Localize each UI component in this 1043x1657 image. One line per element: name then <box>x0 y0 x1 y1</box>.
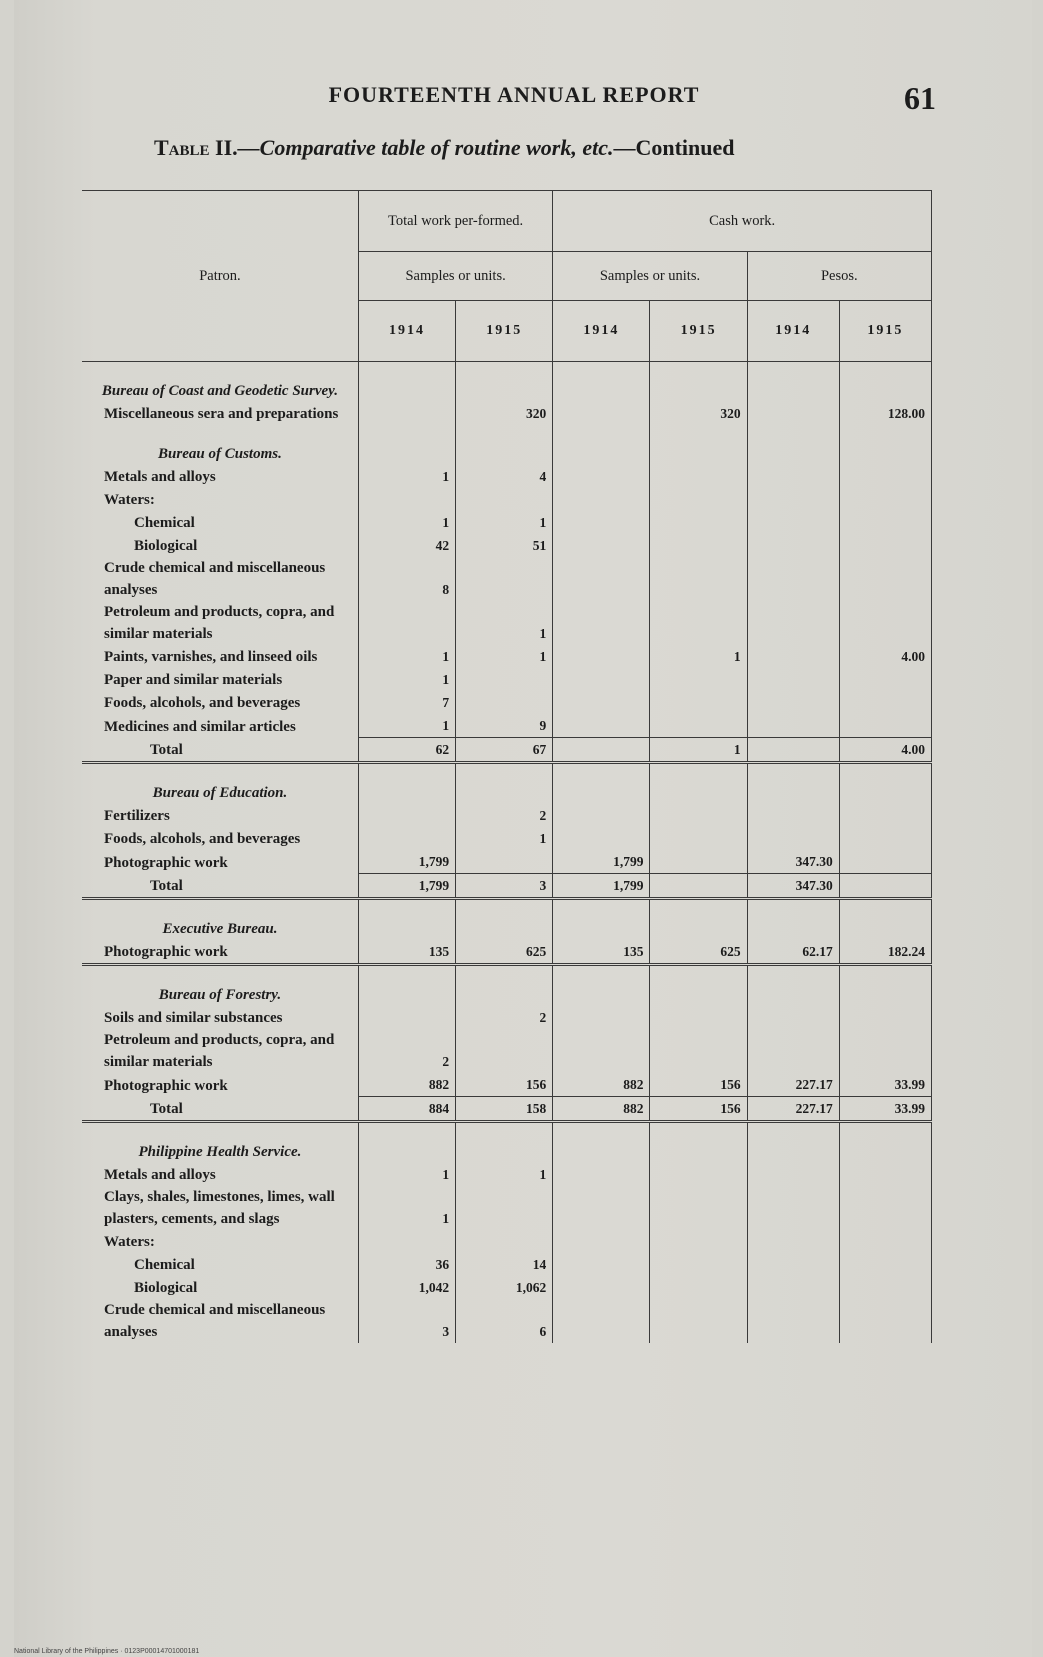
table-cell: 1 <box>650 738 747 763</box>
table-cell: 33.99 <box>839 1097 931 1122</box>
table-cell <box>553 362 650 403</box>
table-cell <box>358 804 455 827</box>
table-cell: 33.99 <box>839 1073 931 1097</box>
table-cell: 2 <box>456 804 553 827</box>
page-number: 61 <box>904 80 936 116</box>
table-cell <box>553 899 650 941</box>
table-row <box>82 1163 932 1186</box>
table-cell <box>839 362 931 403</box>
table-cell <box>650 714 747 738</box>
table-cell <box>747 362 839 403</box>
section-heading: Bureau of Forestry. <box>82 965 358 1007</box>
table-cell <box>650 850 747 874</box>
table-cell <box>650 827 747 850</box>
table-cell: 3 <box>358 1299 455 1343</box>
table-cell <box>747 511 839 534</box>
table-row <box>82 1073 932 1097</box>
table-cell <box>358 827 455 850</box>
table-cell: 135 <box>358 940 455 965</box>
row-label: Photographic work <box>82 940 358 965</box>
table-cell <box>456 668 553 691</box>
table-cell <box>358 1006 455 1029</box>
table-cell <box>650 425 747 465</box>
table-cell <box>456 1230 553 1253</box>
table-cell: 4.00 <box>839 738 931 763</box>
table-cell: 156 <box>650 1073 747 1097</box>
table-cell <box>358 362 455 403</box>
table-cell <box>553 402 650 425</box>
table-cell <box>839 850 931 874</box>
section-heading: Bureau of Customs. <box>82 425 358 465</box>
section-row <box>82 763 932 805</box>
table-cell <box>553 465 650 488</box>
table-cell <box>650 763 747 805</box>
table-cell <box>747 738 839 763</box>
table-row <box>82 1029 932 1073</box>
year-header: 1914 <box>747 301 839 362</box>
table-cell: 347.30 <box>747 874 839 899</box>
table-cell <box>839 557 931 601</box>
table-cell <box>456 850 553 874</box>
row-label: Crude chemical and miscellaneous analyses <box>82 1299 358 1343</box>
table-cell: 51 <box>456 534 553 557</box>
section-row <box>82 425 932 465</box>
table-cell <box>747 714 839 738</box>
table-cell <box>553 601 650 645</box>
table-cell <box>747 1230 839 1253</box>
row-label: Metals and alloys <box>82 465 358 488</box>
header-pesos: Pesos. <box>747 252 931 301</box>
table-cell <box>839 511 931 534</box>
table-cell <box>839 668 931 691</box>
table-cell <box>839 1029 931 1073</box>
table-cell: 1 <box>358 1186 455 1230</box>
section-row <box>82 362 932 403</box>
table-cell <box>553 1276 650 1299</box>
table-cell <box>553 1253 650 1276</box>
table-cell: 14 <box>456 1253 553 1276</box>
table-title-label: Table II. <box>154 135 238 160</box>
table-cell <box>553 425 650 465</box>
table-row <box>82 668 932 691</box>
table-cell <box>839 1122 931 1164</box>
table-cell <box>747 827 839 850</box>
table-cell: 6 <box>456 1299 553 1343</box>
table-cell <box>839 1276 931 1299</box>
table-cell <box>650 601 747 645</box>
table-cell: 1,042 <box>358 1276 455 1299</box>
table-cell <box>553 1299 650 1343</box>
table-cell: 62 <box>358 738 455 763</box>
table-cell <box>747 601 839 645</box>
row-label: Medicines and similar articles <box>82 714 358 738</box>
table-cell <box>650 804 747 827</box>
table-cell <box>650 691 747 714</box>
table-cell: 7 <box>358 691 455 714</box>
year-header: 1915 <box>839 301 931 362</box>
year-header: 1914 <box>358 301 455 362</box>
table-cell <box>839 465 931 488</box>
table-row <box>82 714 932 738</box>
table-cell: 882 <box>553 1097 650 1122</box>
table-cell: 4 <box>456 465 553 488</box>
table-cell <box>650 965 747 1007</box>
table-cell <box>553 804 650 827</box>
table-cell <box>456 691 553 714</box>
table-cell <box>650 557 747 601</box>
table-cell <box>456 1186 553 1230</box>
table-cell: 4.00 <box>839 645 931 668</box>
table-row <box>82 645 932 668</box>
table-cell: 1 <box>456 511 553 534</box>
table-cell <box>553 534 650 557</box>
row-label: Soils and similar substances <box>82 1006 358 1029</box>
table-cell <box>747 1006 839 1029</box>
table-cell: 320 <box>650 402 747 425</box>
table-cell <box>650 1163 747 1186</box>
table-cell <box>358 965 455 1007</box>
row-label: Biological <box>82 1276 358 1299</box>
year-header: 1914 <box>553 301 650 362</box>
table-cell <box>553 1163 650 1186</box>
table-cell: 2 <box>456 1006 553 1029</box>
table-cell <box>747 965 839 1007</box>
table-body <box>82 362 932 1344</box>
table-cell <box>650 874 747 899</box>
table-cell <box>839 425 931 465</box>
section-heading: Bureau of Education. <box>82 763 358 805</box>
table-cell <box>747 1163 839 1186</box>
section-heading: Bureau of Coast and Geodetic Survey. <box>82 362 358 403</box>
table-cell <box>839 1299 931 1343</box>
table-title-suffix: —Continued <box>613 135 735 160</box>
table-cell <box>650 1029 747 1073</box>
table-row <box>82 850 932 874</box>
table-cell <box>553 557 650 601</box>
table-cell <box>839 1006 931 1029</box>
table-cell <box>839 601 931 645</box>
table-cell <box>747 1253 839 1276</box>
table-cell <box>553 763 650 805</box>
table-cell <box>650 465 747 488</box>
document-page <box>14 0 1032 1657</box>
table-cell <box>456 763 553 805</box>
table-cell <box>456 425 553 465</box>
header-cash-samples-units: Samples or units. <box>553 252 747 301</box>
row-label: Paper and similar materials <box>82 668 358 691</box>
table-cell: 347.30 <box>747 850 839 874</box>
table-row <box>82 1276 932 1299</box>
table-cell <box>553 1230 650 1253</box>
table-cell: 67 <box>456 738 553 763</box>
table-cell: 227.17 <box>747 1073 839 1097</box>
table-cell <box>553 1122 650 1164</box>
table-cell <box>839 714 931 738</box>
table-cell <box>650 511 747 534</box>
table-cell <box>839 691 931 714</box>
table-cell <box>650 1230 747 1253</box>
table-row <box>82 804 932 827</box>
table-cell <box>747 534 839 557</box>
table-cell: 1 <box>358 645 455 668</box>
table-cell <box>456 488 553 511</box>
table-cell: 227.17 <box>747 1097 839 1122</box>
table-cell <box>650 362 747 403</box>
table-cell: 1,062 <box>456 1276 553 1299</box>
table-cell <box>650 1253 747 1276</box>
table-cell: 8 <box>358 557 455 601</box>
table-cell <box>456 1122 553 1164</box>
row-label: Biological <box>82 534 358 557</box>
table-cell <box>747 488 839 511</box>
table-cell: 1,799 <box>553 850 650 874</box>
table-row <box>82 1006 932 1029</box>
row-label: Chemical <box>82 511 358 534</box>
section-heading: Philippine Health Service. <box>82 1122 358 1164</box>
table-cell <box>839 1186 931 1230</box>
table-cell <box>650 1186 747 1230</box>
table-cell <box>553 488 650 511</box>
table-cell <box>358 601 455 645</box>
table-cell <box>839 1230 931 1253</box>
year-header: 1915 <box>456 301 553 362</box>
row-label: Petroleum and products, copra, and similar materials <box>82 601 358 645</box>
header-cash-work: Cash work. <box>553 191 932 252</box>
table-cell <box>456 899 553 941</box>
table-title-italic: —Comparative table of routine work, etc. <box>237 135 614 160</box>
table-cell <box>650 668 747 691</box>
table-cell: 1 <box>456 601 553 645</box>
section-row <box>82 1122 932 1164</box>
table-cell <box>553 691 650 714</box>
table-cell <box>650 1122 747 1164</box>
table-cell <box>747 763 839 805</box>
table-cell <box>553 965 650 1007</box>
table-cell: 158 <box>456 1097 553 1122</box>
table-cell <box>747 1299 839 1343</box>
row-label: Photographic work <box>82 850 358 874</box>
row-label: Fertilizers <box>82 804 358 827</box>
table-cell <box>650 534 747 557</box>
table-cell: 1 <box>358 668 455 691</box>
table-cell <box>553 1006 650 1029</box>
row-label: Paints, varnishes, and linseed oils <box>82 645 358 668</box>
table-cell <box>839 1253 931 1276</box>
table-row <box>82 402 932 425</box>
row-label: Petroleum and products, copra, and similar materials <box>82 1029 358 1073</box>
header-samples-units: Samples or units. <box>358 252 552 301</box>
table-cell: 1 <box>456 827 553 850</box>
table-cell <box>747 899 839 941</box>
table-cell <box>650 899 747 941</box>
table-cell <box>553 511 650 534</box>
table-row <box>82 1253 932 1276</box>
table-row <box>82 465 932 488</box>
table-cell <box>456 557 553 601</box>
table-cell: 1 <box>358 714 455 738</box>
table-cell <box>650 1276 747 1299</box>
table-cell <box>747 1029 839 1073</box>
total-row <box>82 738 932 763</box>
table-cell <box>839 488 931 511</box>
table-cell: 625 <box>456 940 553 965</box>
row-label: Clays, shales, limestones, limes, wall plasters, cements, and slags <box>82 1186 358 1230</box>
table-cell <box>358 763 455 805</box>
table-row <box>82 1299 932 1343</box>
table-cell: 9 <box>456 714 553 738</box>
row-label: Miscellaneous sera and preparations <box>82 402 358 425</box>
row-label: Total <box>82 738 358 763</box>
section-row <box>82 899 932 941</box>
table-row <box>82 1230 932 1253</box>
table-row <box>82 557 932 601</box>
table-cell: 42 <box>358 534 455 557</box>
table-cell: 1 <box>358 1163 455 1186</box>
table-cell <box>358 488 455 511</box>
row-label: Chemical <box>82 1253 358 1276</box>
table-cell: 884 <box>358 1097 455 1122</box>
table-title <box>154 135 735 161</box>
table-row <box>82 1186 932 1230</box>
table-cell: 625 <box>650 940 747 965</box>
table-cell <box>839 763 931 805</box>
table-cell <box>839 534 931 557</box>
table-cell <box>553 668 650 691</box>
table-row <box>82 940 932 965</box>
table-cell: 1 <box>456 645 553 668</box>
table-cell <box>839 965 931 1007</box>
table-cell: 2 <box>358 1029 455 1073</box>
table-cell <box>747 465 839 488</box>
table-cell: 1 <box>650 645 747 668</box>
row-label: Total <box>82 874 358 899</box>
table-cell <box>747 645 839 668</box>
table-cell: 3 <box>456 874 553 899</box>
table-cell: 1 <box>456 1163 553 1186</box>
table-cell: 1,799 <box>358 850 455 874</box>
table-cell: 1 <box>358 465 455 488</box>
row-label: Waters: <box>82 488 358 511</box>
section-heading: Executive Bureau. <box>82 899 358 941</box>
table-cell <box>358 1230 455 1253</box>
table-cell <box>358 1122 455 1164</box>
table-cell <box>747 402 839 425</box>
routine-work-table <box>82 190 932 1343</box>
table-cell <box>650 1299 747 1343</box>
row-label: Crude chemical and miscellaneous analyses <box>82 557 358 601</box>
table-cell: 62.17 <box>747 940 839 965</box>
table-cell <box>747 425 839 465</box>
table-cell <box>456 1029 553 1073</box>
table-cell <box>553 645 650 668</box>
table-cell <box>747 668 839 691</box>
table-cell <box>456 362 553 403</box>
table-cell: 156 <box>456 1073 553 1097</box>
row-label: Metals and alloys <box>82 1163 358 1186</box>
table-cell <box>456 965 553 1007</box>
table-cell <box>358 899 455 941</box>
header-total-work: Total work per-formed. <box>358 191 552 252</box>
table-row <box>82 488 932 511</box>
table-row <box>82 827 932 850</box>
row-label: Waters: <box>82 1230 358 1253</box>
table-cell <box>839 899 931 941</box>
table-cell <box>839 804 931 827</box>
table-cell <box>747 1276 839 1299</box>
table-row <box>82 511 932 534</box>
header-patron: Patron. <box>82 191 358 362</box>
section-row <box>82 965 932 1007</box>
table-cell <box>747 1122 839 1164</box>
table-cell: 156 <box>650 1097 747 1122</box>
table-cell: 182.24 <box>839 940 931 965</box>
total-row <box>82 1097 932 1122</box>
scan-footer: National Library of the Philippines · 0123P00014701000181 <box>14 1648 200 1655</box>
table-cell <box>747 1186 839 1230</box>
table-row <box>82 601 932 645</box>
table-cell: 1,799 <box>553 874 650 899</box>
table-cell: 320 <box>456 402 553 425</box>
table-cell <box>747 691 839 714</box>
table-cell <box>839 874 931 899</box>
table-cell: 1 <box>358 511 455 534</box>
table-cell <box>747 557 839 601</box>
table-cell <box>553 1029 650 1073</box>
row-label: Photographic work <box>82 1073 358 1097</box>
table-cell <box>553 714 650 738</box>
row-label: Foods, alcohols, and beverages <box>82 827 358 850</box>
table-cell: 1,799 <box>358 874 455 899</box>
table-cell <box>553 738 650 763</box>
table-row <box>82 691 932 714</box>
running-head: FOURTEENTH ANNUAL REPORT <box>328 82 700 107</box>
table-cell: 882 <box>358 1073 455 1097</box>
table-cell: 135 <box>553 940 650 965</box>
table-cell <box>839 1163 931 1186</box>
year-header: 1915 <box>650 301 747 362</box>
table-row <box>82 534 932 557</box>
table-cell <box>650 1006 747 1029</box>
table-cell <box>839 827 931 850</box>
table-cell: 128.00 <box>839 402 931 425</box>
total-row <box>82 874 932 899</box>
row-label: Foods, alcohols, and beverages <box>82 691 358 714</box>
table-cell <box>358 402 455 425</box>
table-cell <box>650 488 747 511</box>
table-cell <box>553 1186 650 1230</box>
table-cell <box>358 425 455 465</box>
table-cell: 36 <box>358 1253 455 1276</box>
row-label: Total <box>82 1097 358 1122</box>
table-cell <box>553 827 650 850</box>
table-cell <box>747 804 839 827</box>
table-cell: 882 <box>553 1073 650 1097</box>
